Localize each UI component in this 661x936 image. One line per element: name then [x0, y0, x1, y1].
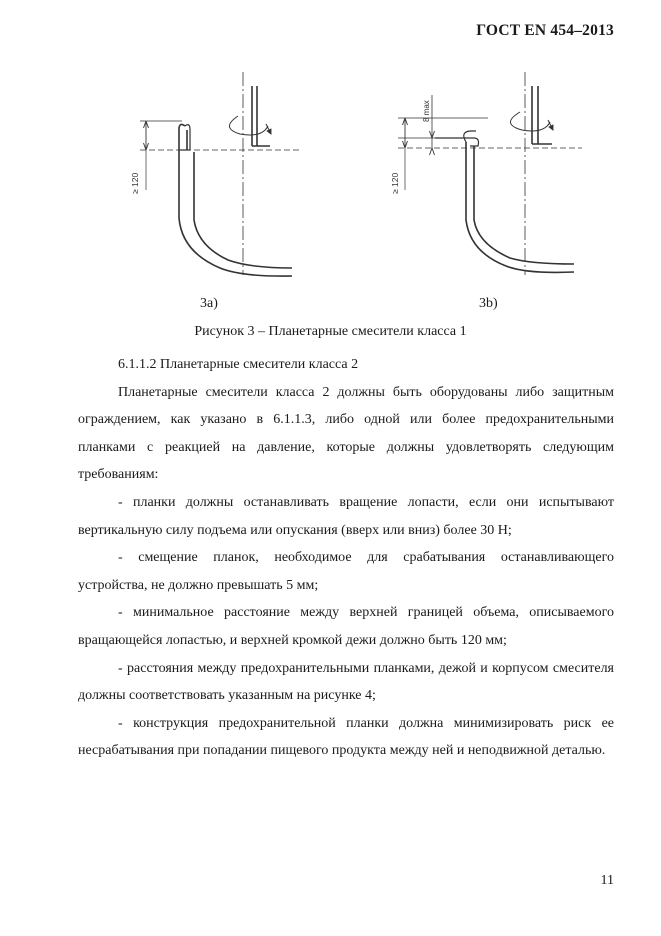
list-item-displacement: - смещение планок, необходимое для срабатывания останавливающего устройства, не должно превышать 5 мм;	[78, 550, 614, 593]
list-item-force: - планки должны останавливать вращение лопасти, если они испытывают вертикальную силу подъема или опускания (вверх или вниз) более 30 Н;	[78, 494, 614, 538]
section-heading: 6.1.1.2 Планетарные смесители класса 2	[118, 357, 359, 372]
rotation-arrow-b	[510, 112, 550, 131]
bowl-wall-b	[466, 142, 574, 272]
figure-label-3a: 3a)	[200, 296, 218, 311]
figure-label-3b: 3b)	[479, 296, 498, 311]
list-item-clearances: - расстояния между предохранительными планками, дежой и корпусом смесителя должны соответствовать указанным на рисунке 4;	[78, 660, 614, 704]
rotation-arrow-a	[229, 116, 268, 135]
figure-caption: Рисунок 3 – Планетарные смесители класса 1	[194, 324, 467, 339]
figure-3a-drawing	[140, 72, 300, 276]
list-item-min-distance: - минимальное расстояние между верхней границей объема, описываемого вращающейся лопастью, и верхней кромкой дежи должно быть 120 мм;	[78, 605, 614, 648]
bowl-wall-a	[179, 124, 292, 276]
paragraph-intro: Планетарные смесители класса 2 должны быть оборудованы либо защитным ограждением, как указано в 6.1.1.3, либо одной или более предохранительными планками с реакцией на давление, которые должны удовлетворять следующим требованиям:	[78, 384, 614, 483]
body-text	[78, 351, 614, 765]
page-number: 11	[600, 873, 614, 888]
document-code: ГОСТ EN 454–2013	[476, 22, 614, 39]
figure-3-drawings	[0, 0, 661, 300]
dimension-label-b-lower: ≥ 120	[390, 172, 400, 194]
dimension-label-b-upper: 8 max	[422, 100, 431, 122]
list-item-design: - конструкция предохранительной планки должна минимизировать риск ее несрабатывания при попадании пищевого продукта между ней и неподвижной деталью.	[78, 715, 614, 759]
dimension-label-a: ≥ 120	[130, 172, 140, 194]
